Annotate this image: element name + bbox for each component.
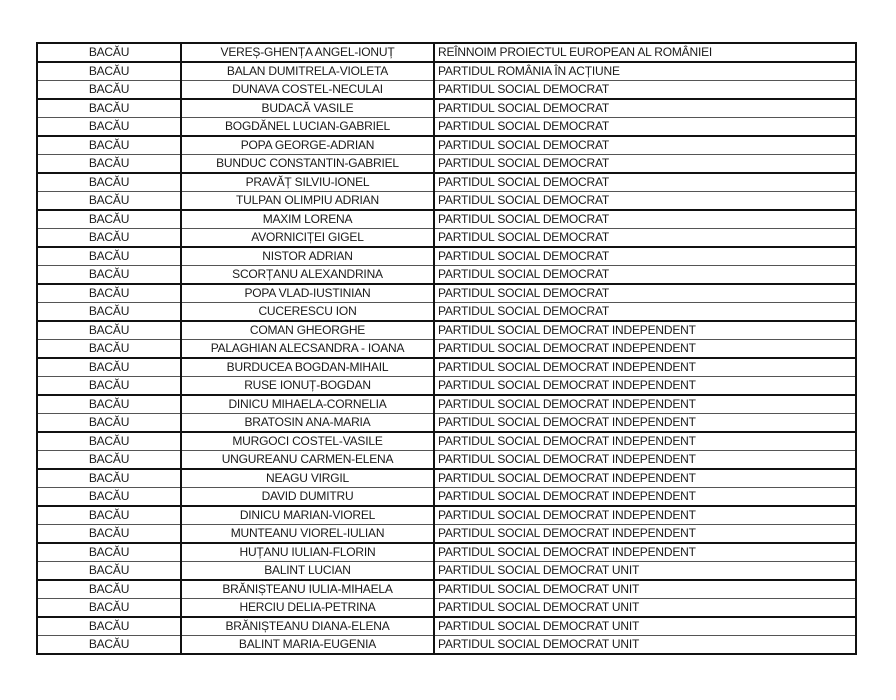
table-row (37, 99, 856, 118)
table-row (37, 636, 856, 655)
party-cell: PARTIDUL SOCIAL DEMOCRAT INDEPENDENT (434, 451, 856, 470)
party-cell: PARTIDUL SOCIAL DEMOCRAT INDEPENDENT (434, 321, 856, 340)
party-cell: PARTIDUL SOCIAL DEMOCRAT UNIT (434, 599, 856, 618)
candidate-name-cell: MAXIM LORENA (181, 210, 434, 229)
party-cell: PARTIDUL SOCIAL DEMOCRAT INDEPENDENT (434, 543, 856, 562)
candidate-name-cell: BALAN DUMITRELA-VIOLETA (181, 62, 434, 81)
candidate-name-cell: POPA VLAD-IUSTINIAN (181, 284, 434, 303)
party-cell: PARTIDUL SOCIAL DEMOCRAT UNIT (434, 617, 856, 636)
table-row (37, 599, 856, 618)
candidate-name-cell: PRAVĂȚ SILVIU-IONEL (181, 173, 434, 192)
party-cell: PARTIDUL SOCIAL DEMOCRAT INDEPENDENT (434, 432, 856, 451)
table-row (37, 303, 856, 322)
table-row (37, 210, 856, 229)
party-cell: PARTIDUL SOCIAL DEMOCRAT INDEPENDENT (434, 488, 856, 507)
county-cell: BACĂU (37, 617, 181, 636)
county-cell: BACĂU (37, 192, 181, 211)
party-cell: PARTIDUL ROMÂNIA ÎN ACȚIUNE (434, 62, 856, 81)
table-row (37, 229, 856, 248)
party-cell: PARTIDUL SOCIAL DEMOCRAT (434, 118, 856, 137)
candidate-name-cell: NISTOR ADRIAN (181, 247, 434, 266)
party-cell: PARTIDUL SOCIAL DEMOCRAT INDEPENDENT (434, 506, 856, 525)
party-cell: PARTIDUL SOCIAL DEMOCRAT (434, 192, 856, 211)
party-cell: PARTIDUL SOCIAL DEMOCRAT INDEPENDENT (434, 395, 856, 414)
candidate-name-cell: TULPAN OLIMPIU ADRIAN (181, 192, 434, 211)
party-cell: PARTIDUL SOCIAL DEMOCRAT UNIT (434, 636, 856, 655)
table-row (37, 266, 856, 285)
candidate-name-cell: MURGOCI COSTEL-VASILE (181, 432, 434, 451)
county-cell: BACĂU (37, 358, 181, 377)
candidate-name-cell: UNGUREANU CARMEN-ELENA (181, 451, 434, 470)
candidate-name-cell: PALAGHIAN ALECSANDRA - IOANA (181, 340, 434, 359)
table-row (37, 136, 856, 155)
table-row (37, 580, 856, 599)
party-cell: REÎNNOIM PROIECTUL EUROPEAN AL ROMÂNIEI (434, 43, 856, 62)
table-row (37, 432, 856, 451)
county-cell: BACĂU (37, 599, 181, 618)
county-cell: BACĂU (37, 210, 181, 229)
candidate-name-cell: BOGDĂNEL LUCIAN-GABRIEL (181, 118, 434, 137)
candidate-name-cell: BUDACĂ VASILE (181, 99, 434, 118)
county-cell: BACĂU (37, 340, 181, 359)
county-cell: BACĂU (37, 488, 181, 507)
table-row (37, 469, 856, 488)
party-cell: PARTIDUL SOCIAL DEMOCRAT (434, 99, 856, 118)
party-cell: PARTIDUL SOCIAL DEMOCRAT (434, 247, 856, 266)
party-cell: PARTIDUL SOCIAL DEMOCRAT (434, 81, 856, 100)
candidate-name-cell: BRĂNIȘTEANU DIANA-ELENA (181, 617, 434, 636)
party-cell: PARTIDUL SOCIAL DEMOCRAT (434, 173, 856, 192)
candidate-name-cell: DINICU MARIAN-VIOREL (181, 506, 434, 525)
table-row (37, 155, 856, 174)
table-row (37, 321, 856, 340)
table-row (37, 377, 856, 396)
table-row (37, 340, 856, 359)
party-cell: PARTIDUL SOCIAL DEMOCRAT (434, 229, 856, 248)
table-row (37, 247, 856, 266)
county-cell: BACĂU (37, 636, 181, 655)
party-cell: PARTIDUL SOCIAL DEMOCRAT (434, 155, 856, 174)
party-cell: PARTIDUL SOCIAL DEMOCRAT INDEPENDENT (434, 525, 856, 544)
party-cell: PARTIDUL SOCIAL DEMOCRAT (434, 284, 856, 303)
candidate-name-cell: BRĂNIȘTEANU IULIA-MIHAELA (181, 580, 434, 599)
table-row (37, 506, 856, 525)
county-cell: BACĂU (37, 62, 181, 81)
table-row (37, 395, 856, 414)
county-cell: BACĂU (37, 377, 181, 396)
party-cell: PARTIDUL SOCIAL DEMOCRAT INDEPENDENT (434, 358, 856, 377)
candidate-name-cell: SCORȚANU ALEXANDRINA (181, 266, 434, 285)
candidate-name-cell: HUȚANU IULIAN-FLORIN (181, 543, 434, 562)
candidate-name-cell: POPA GEORGE-ADRIAN (181, 136, 434, 155)
county-cell: BACĂU (37, 81, 181, 100)
table-row (37, 562, 856, 581)
table-row (37, 118, 856, 137)
county-cell: BACĂU (37, 247, 181, 266)
county-cell: BACĂU (37, 321, 181, 340)
candidate-name-cell: MUNTEANU VIOREL-IULIAN (181, 525, 434, 544)
candidate-name-cell: BURDUCEA BOGDAN-MIHAIL (181, 358, 434, 377)
table-row (37, 488, 856, 507)
candidate-name-cell: AVORNICIȚEI GIGEL (181, 229, 434, 248)
county-cell: BACĂU (37, 43, 181, 62)
county-cell: BACĂU (37, 118, 181, 137)
county-cell: BACĂU (37, 99, 181, 118)
county-cell: BACĂU (37, 155, 181, 174)
table-row (37, 358, 856, 377)
county-cell: BACĂU (37, 562, 181, 581)
table-row (37, 192, 856, 211)
county-cell: BACĂU (37, 284, 181, 303)
table-row (37, 173, 856, 192)
candidate-name-cell: DAVID DUMITRU (181, 488, 434, 507)
table-row (37, 284, 856, 303)
candidate-name-cell: COMAN GHEORGHE (181, 321, 434, 340)
table-row (37, 617, 856, 636)
party-cell: PARTIDUL SOCIAL DEMOCRAT UNIT (434, 562, 856, 581)
party-cell: PARTIDUL SOCIAL DEMOCRAT (434, 136, 856, 155)
candidates-table-body (37, 43, 856, 654)
candidate-name-cell: VEREȘ-GHENȚA ANGEL-IONUȚ (181, 43, 434, 62)
county-cell: BACĂU (37, 432, 181, 451)
county-cell: BACĂU (37, 525, 181, 544)
candidate-name-cell: BUNDUC CONSTANTIN-GABRIEL (181, 155, 434, 174)
party-cell: PARTIDUL SOCIAL DEMOCRAT INDEPENDENT (434, 414, 856, 433)
candidate-name-cell: BALINT LUCIAN (181, 562, 434, 581)
county-cell: BACĂU (37, 229, 181, 248)
candidate-name-cell: CUCERESCU ION (181, 303, 434, 322)
candidate-name-cell: DINICU MIHAELA-CORNELIA (181, 395, 434, 414)
party-cell: PARTIDUL SOCIAL DEMOCRAT INDEPENDENT (434, 340, 856, 359)
table-row (37, 525, 856, 544)
candidate-name-cell: BALINT MARIA-EUGENIA (181, 636, 434, 655)
table-row (37, 451, 856, 470)
table-row (37, 543, 856, 562)
candidates-table (36, 42, 857, 655)
party-cell: PARTIDUL SOCIAL DEMOCRAT UNIT (434, 580, 856, 599)
party-cell: PARTIDUL SOCIAL DEMOCRAT (434, 210, 856, 229)
county-cell: BACĂU (37, 469, 181, 488)
county-cell: BACĂU (37, 173, 181, 192)
table-row (37, 43, 856, 62)
county-cell: BACĂU (37, 543, 181, 562)
county-cell: BACĂU (37, 451, 181, 470)
county-cell: BACĂU (37, 136, 181, 155)
candidate-name-cell: DUNAVA COSTEL-NECULAI (181, 81, 434, 100)
party-cell: PARTIDUL SOCIAL DEMOCRAT (434, 303, 856, 322)
party-cell: PARTIDUL SOCIAL DEMOCRAT (434, 266, 856, 285)
table-row (37, 414, 856, 433)
table-row (37, 81, 856, 100)
candidate-name-cell: HERCIU DELIA-PETRINA (181, 599, 434, 618)
county-cell: BACĂU (37, 506, 181, 525)
candidate-name-cell: BRATOSIN ANA-MARIA (181, 414, 434, 433)
county-cell: BACĂU (37, 266, 181, 285)
candidate-name-cell: NEAGU VIRGIL (181, 469, 434, 488)
county-cell: BACĂU (37, 395, 181, 414)
party-cell: PARTIDUL SOCIAL DEMOCRAT INDEPENDENT (434, 469, 856, 488)
county-cell: BACĂU (37, 580, 181, 599)
county-cell: BACĂU (37, 414, 181, 433)
county-cell: BACĂU (37, 303, 181, 322)
candidate-name-cell: RUSE IONUȚ-BOGDAN (181, 377, 434, 396)
table-row (37, 62, 856, 81)
party-cell: PARTIDUL SOCIAL DEMOCRAT INDEPENDENT (434, 377, 856, 396)
